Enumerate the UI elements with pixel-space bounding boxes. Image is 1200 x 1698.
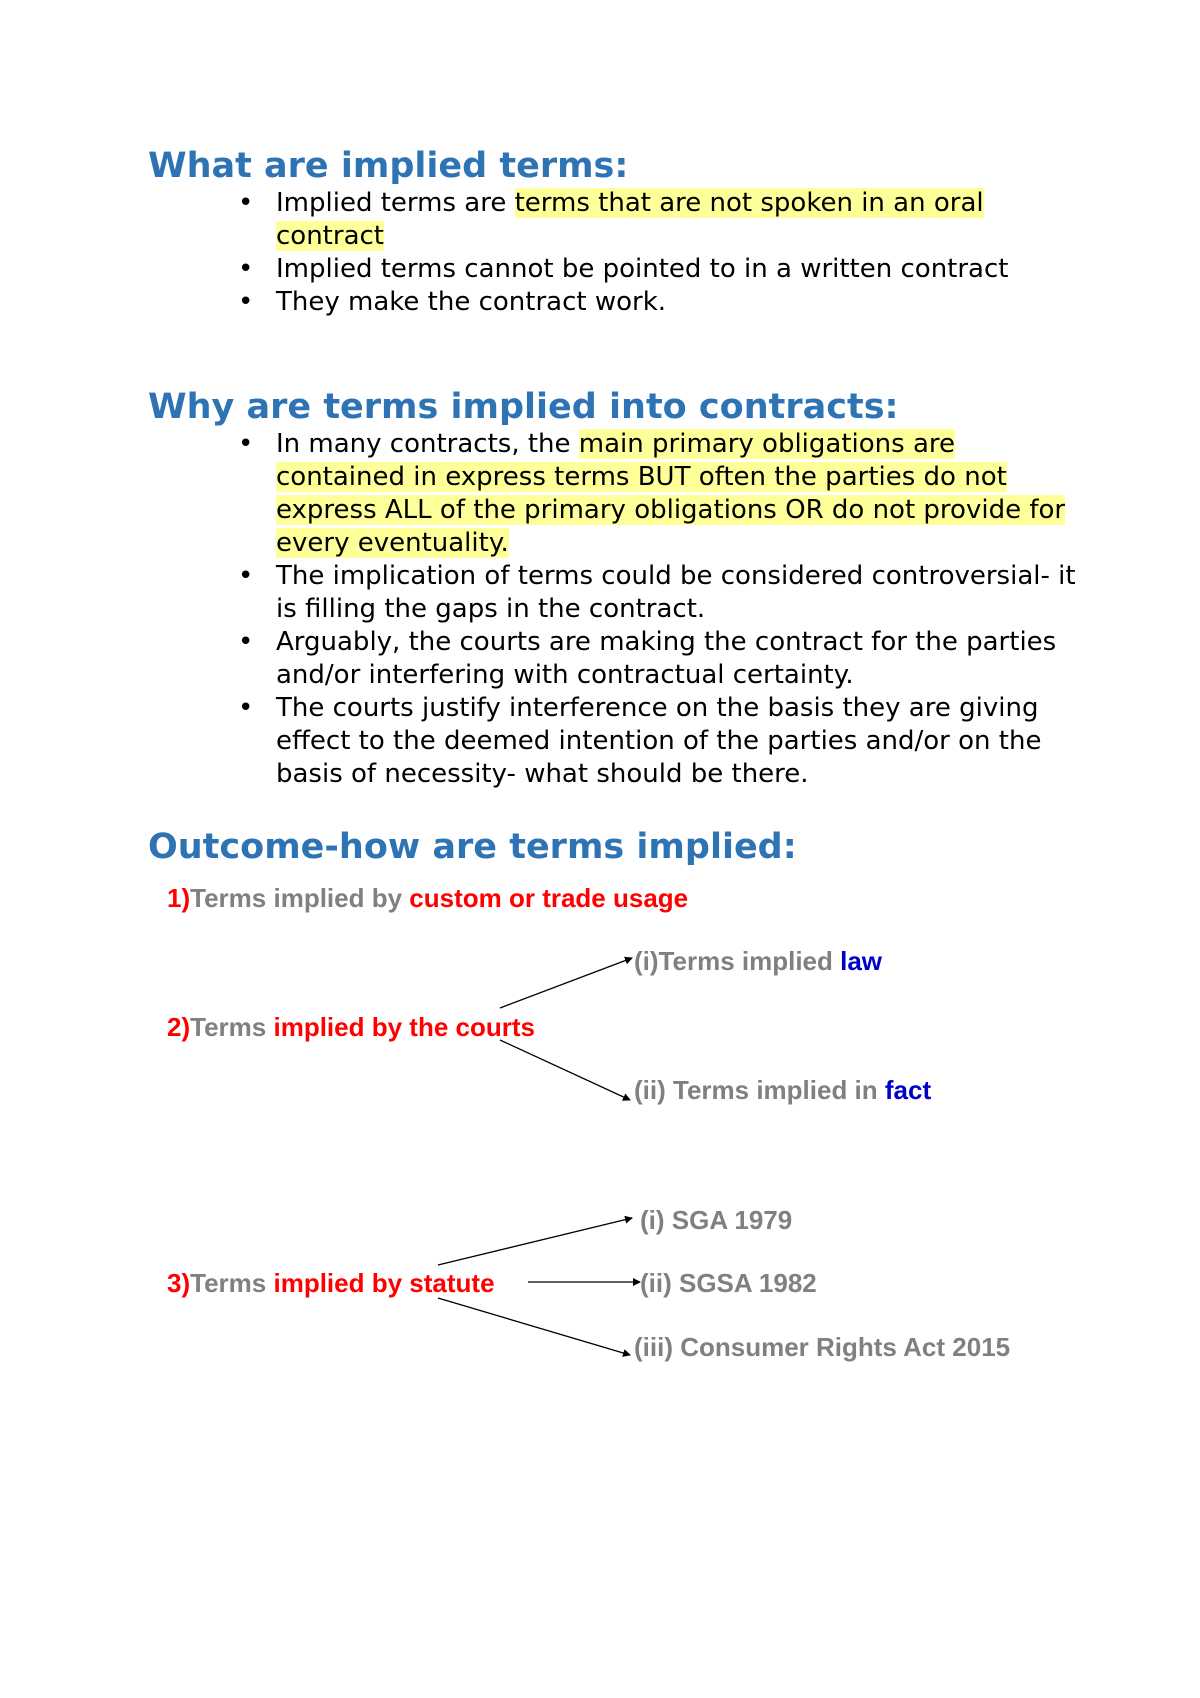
arrow-statute-to-cra [438, 1298, 630, 1355]
diagram-item-sgsa-1982: (ii) SGSA 1982 [640, 1268, 817, 1298]
bullet-item: • Implied terms are terms that are not spoken in an oral contract [238, 188, 984, 251]
arrow-statute-to-sga [438, 1218, 632, 1265]
bullet-icon: • [238, 627, 254, 657]
diagram-item-implied-by-statute: 3)Terms implied by statute [167, 1268, 495, 1298]
diagram-item-implied-law: (i)Terms implied law [634, 946, 883, 976]
bullet-icon: • [238, 254, 254, 284]
bullet-item: • The courts justify interference on the basis they are giving effect to the deemed intention of the parties and/or on the basis of necessity- what should be there. [238, 693, 1042, 789]
diagram-item-implied-by-courts: 2)Terms implied by the courts [167, 1012, 535, 1042]
diagram-item-consumer-rights-act: (iii) Consumer Rights Act 2015 [634, 1332, 1011, 1362]
bullet-item: • Implied terms cannot be pointed to in a written contract [238, 254, 1009, 284]
heading-what-are-implied-terms: What are implied terms: [148, 146, 629, 186]
arrow-courts-to-fact [500, 1040, 630, 1100]
diagram-item-custom-trade-usage: 1)Terms implied by custom or trade usage [167, 883, 689, 913]
bullet-icon: • [238, 561, 254, 591]
highlighted-text: main primary obligations are contained in express terms BUT often the parties do not express ALL of the primary obligations OR do not provide for every eventuality. [276, 429, 1066, 558]
bullet-icon: • [238, 429, 254, 459]
heading-outcome: Outcome-how are terms implied: [148, 827, 797, 867]
bullet-icon: • [238, 287, 254, 317]
bullet-icon: • [238, 693, 254, 723]
bullet-item: • Arguably, the courts are making the contract for the parties and/or interfering with contractual certainty. [238, 627, 1057, 690]
arrow-courts-to-law [500, 958, 632, 1008]
highlighted-text: terms that are not spoken in an oral contract [276, 188, 984, 251]
diagram-item-implied-fact: (ii) Terms implied in fact [634, 1075, 932, 1105]
bullet-item: • The implication of terms could be considered controversial- it is filling the gaps in the contract. [238, 561, 1076, 624]
bullet-icon: • [238, 188, 254, 218]
bullet-item: • In many contracts, the main primary obligations are contained in express terms BUT often the parties do not express ALL of the primary obligations OR do not provide for every eventuality. [238, 429, 1066, 558]
bullet-item: • They make the contract work. [238, 287, 667, 317]
heading-why-are-terms-implied: Why are terms implied into contracts: [148, 387, 899, 427]
diagram-item-sga-1979: (i) SGA 1979 [640, 1205, 793, 1235]
